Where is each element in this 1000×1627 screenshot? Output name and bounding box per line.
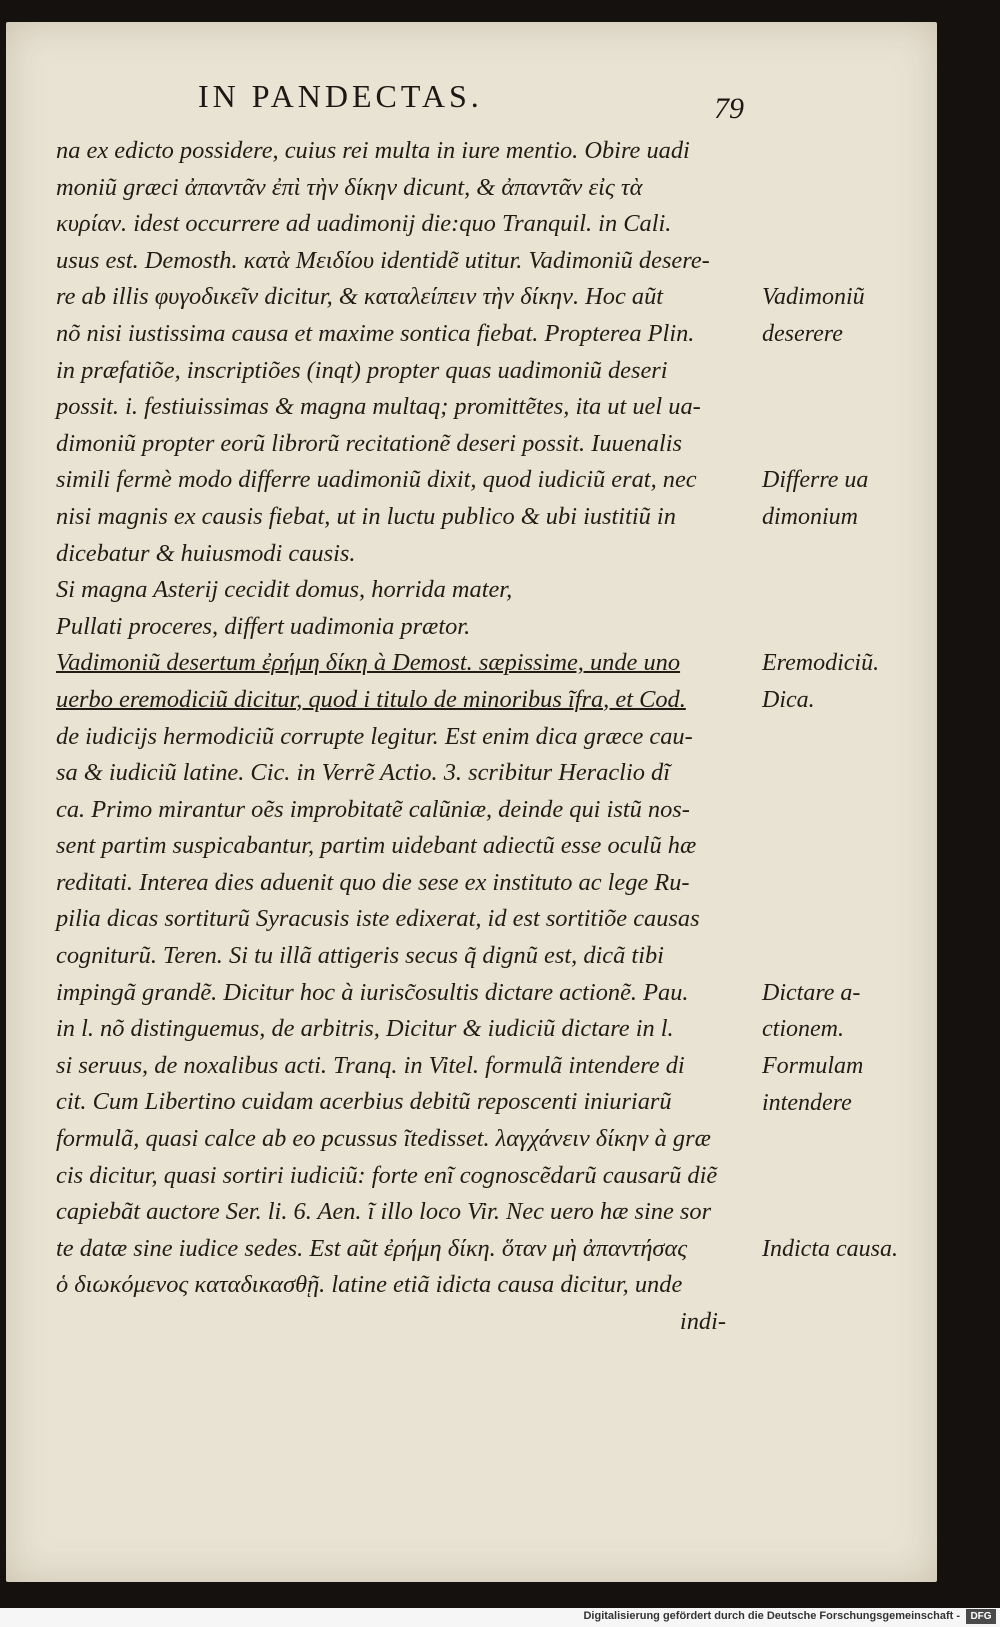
main-text-block	[56, 133, 746, 1341]
text-line: te datæ sine iudice sedes. Est aũt ἐρήμη δίκη. ὅταν μὴ ἀπαντήσας	[56, 1234, 688, 1262]
text-line: sent partim suspicabantur, partim uidebant adiectũ esse oculũ hæ	[56, 832, 697, 860]
text-line: in præfatiõe, inscriptiões (inqt) propter quas uadimoniũ deseri	[56, 356, 668, 384]
text-line: dicebatur & huiusmodi causis.	[56, 539, 356, 567]
running-head: IN PANDECTAS.	[198, 78, 483, 114]
text-line: ca. Primo mirantur oẽs improbitatẽ calũniæ, deinde qui istũ nos-	[56, 795, 690, 823]
text-line: impingã grandẽ. Dicitur hoc à iurisc̃osultis dictare actionẽ. Pau.	[56, 978, 689, 1006]
text-line: possit. i. festiuissimas & magna multaq; promittẽtes, ita ut uel ua-	[56, 393, 701, 421]
text-line: Pullati proceres, differt uadimonia prætor.	[56, 612, 471, 640]
margin-note: Eremodiciũ. Dica.	[762, 650, 880, 713]
text-line: simili fermè modo differre uadimoniũ dixit, quod iudiciũ erat, nec	[56, 466, 697, 494]
funding-credit: Digitalisierung gefördert durch die Deutsche Forschungsgemeinschaft -	[583, 1610, 960, 1622]
text-line: dimoniũ propter eorũ librorũ recitationẽ deseri possit. Iuuenalis	[56, 429, 682, 457]
text-line: de iudicijs hermodiciũ corrupte legitur. Est enim dica græce cau-	[56, 722, 693, 750]
text-line: capiebãt auctore Ser. li. 6. Aen. ĩ illo loco Vir. Nec uero hæ sine sor	[56, 1198, 712, 1226]
text-line: cogniturũ. Teren. Si tu illã attigeris secus q̃ dignũ est, dicã tibi	[56, 942, 664, 970]
text-line: cit. Cum Libertino cuidam acerbius debitũ reposcenti iniuriarũ	[56, 1088, 672, 1116]
text-line: nõ nisi iustissima causa et maxime sontica fiebat. Propterea Plin.	[56, 319, 695, 347]
page-number: 79	[714, 92, 744, 125]
margin-note: Vadimoniũ deserere	[762, 284, 865, 347]
text-line: moniũ græci ἀπαντᾶν ἐπὶ τὴν δίκην dicunt, & ἀπαντᾶν εἰς τὰ	[56, 173, 643, 201]
margin-note: Dictare a-ctionem.	[762, 979, 861, 1043]
margin-note: Differre ua dimonium	[762, 467, 869, 530]
text-line: pilia dicas sortiturũ Syracusis iste edixerat, id est sortitiõe causas	[56, 905, 700, 933]
text-line: formulã, quasi calce ab eo pcussus ĩtedisset. λαγχάνειν δίκην à græ	[56, 1125, 711, 1153]
text-line: cis dicitur, quasi sortiri iudiciũ: forte enĩ cognoscẽdarũ causarũ diẽ	[56, 1161, 718, 1189]
text-line: sa & iudiciũ latine. Cic. in Verrẽ Actio. 3. scribitur Heraclio dĩ	[56, 759, 671, 787]
text-line: Si magna Asterij cecidit domus, horrida mater,	[56, 576, 513, 604]
text-line: indi-	[679, 1308, 726, 1335]
text-line: na ex edicto possidere, cuius rei multa in iure mentio. Obire uadi	[56, 137, 690, 164]
dfg-logo-icon: DFG	[966, 1609, 996, 1624]
text-line: in l. nõ distinguemus, de arbitris, Dicitur & iudiciũ dictare in l.	[56, 1015, 674, 1043]
text-line: ὁ διωκόμενος καταδικασθῇ. latine etiã idicta causa dicitur, unde	[56, 1271, 683, 1299]
text-line: uerbo eremodiciũ dicitur, quod i titulo de minoribus ĩfra, et Cod.	[56, 685, 686, 713]
text-line: re ab illis φυγοδικεῖν dicitur, & καταλείπειν τὴν δίκην. Hoc aũt	[56, 283, 664, 311]
text-line: si seruus, de noxalibus acti. Tranq. in Vitel. formulã intendere di	[56, 1051, 685, 1079]
text-line: reditati. Interea dies aduenit quo die sese ex instituto ac lege Ru-	[56, 868, 690, 896]
text-line: nisi magnis ex causis fiebat, ut in luctu publico & ubi iustitiũ in	[56, 502, 676, 530]
margin-note: Formulam intendere	[762, 1053, 864, 1116]
text-line: Vadimoniũ desertum ἐρήμη δίκη à Demost. sæpissime, unde uno	[56, 649, 681, 677]
margin-note: Indicta causa.	[762, 1236, 898, 1262]
text-line: κυρίαν. idest occurrere ad uadimonij die:quo Tranquil. in Cali.	[56, 210, 672, 238]
text-line: usus est. Demosth. κατὰ Μειδίου identidẽ utitur. Vadimoniũ desere-	[56, 246, 710, 274]
